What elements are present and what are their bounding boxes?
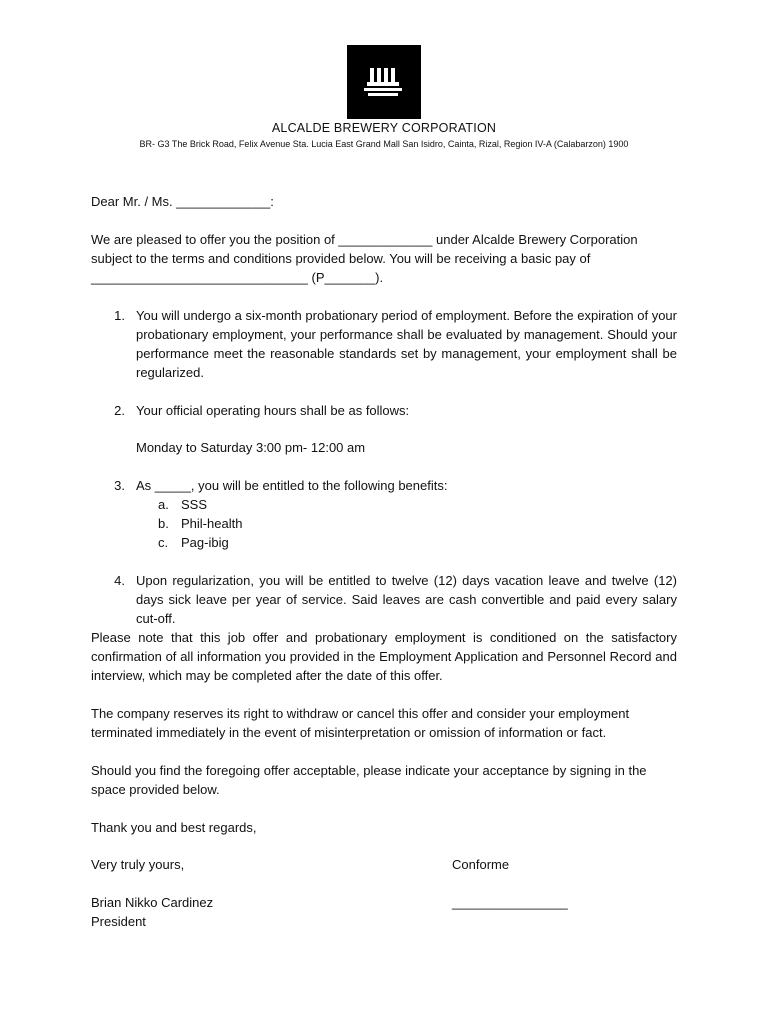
intro-line-1: We are pleased to offer you the position of _____________ under Alcalde Brewery Corporation bbox=[91, 232, 638, 247]
closing-thanks: Thank you and best regards, bbox=[91, 820, 257, 835]
withdraw-paragraph: The company reserves its right to withdraw or cancel this offer and consider your employment terminated immediately in the event of misinterpretation or omission of information or fact. bbox=[91, 706, 630, 740]
salutation: Dear Mr. / Ms. _____________: bbox=[91, 194, 274, 209]
acceptance-paragraph: Should you find the foregoing offer acceptable, please indicate your acceptance by signing in the space provided below. bbox=[91, 763, 647, 797]
benefit-c-letter: c. bbox=[158, 535, 169, 550]
benefit-c-label: Pag-ibig bbox=[181, 535, 229, 550]
item-1-number: 1. bbox=[114, 308, 125, 323]
item-3-text: As _____, you will be entitled to the following benefits: bbox=[136, 478, 448, 493]
conforme-signature-line: ________________ bbox=[452, 895, 568, 910]
item-2-number: 2. bbox=[114, 403, 125, 418]
item-3-number: 3. bbox=[114, 478, 125, 493]
benefit-b-label: Phil-health bbox=[181, 516, 243, 531]
brewery-crown-logo-icon bbox=[347, 45, 421, 119]
company-name: ALCALDE BREWERY CORPORATION bbox=[271, 121, 497, 135]
item-2-text: Your official operating hours shall be as follows: bbox=[136, 403, 410, 418]
benefit-a-label: SSS bbox=[181, 497, 208, 512]
intro-line-3: ______________________________ (P_______). bbox=[91, 270, 384, 285]
company-address: BR- G3 The Brick Road, Felix Avenue Sta. Lucia East Grand Mall San Isidro, Cainta, Rizal, Region IV-A (Calabarzon) 1900 bbox=[139, 139, 629, 149]
very-truly-yours: Very truly yours, bbox=[91, 857, 185, 872]
signer-name: Brian Nikko Cardinez bbox=[91, 895, 214, 910]
item-4-number: 4. bbox=[114, 573, 125, 588]
benefit-b-letter: b. bbox=[158, 516, 169, 531]
item-4-text: Upon regularization, you will be entitled to twelve (12) days vacation leave and twelve (12) days sick leave per year of service. Said leaves are cash convertible and paid every salary cut-off. bbox=[136, 573, 677, 626]
intro-line-2: subject to the terms and conditions provided below. You will be receiving a basic pay of bbox=[91, 251, 591, 266]
signer-title: President bbox=[91, 914, 146, 929]
item-1-text: You will undergo a six-month probationary period of employment. Before the expiration of your probationary employment, your performance shall be evaluated by management. Should your performance meet the reasonable standards set by management, your employment shall be regularized. bbox=[136, 308, 677, 380]
conforme-label: Conforme bbox=[452, 857, 510, 872]
operating-hours: Monday to Saturday 3:00 pm- 12:00 am bbox=[136, 440, 366, 455]
benefit-a-letter: a. bbox=[158, 497, 169, 512]
conditions-paragraph: Please note that this job offer and probationary employment is conditioned on the satisfactory confirmation of all information you provided in the Employment Application and Personnel Record and interview, which may be completed after the date of this offer. bbox=[91, 630, 677, 683]
